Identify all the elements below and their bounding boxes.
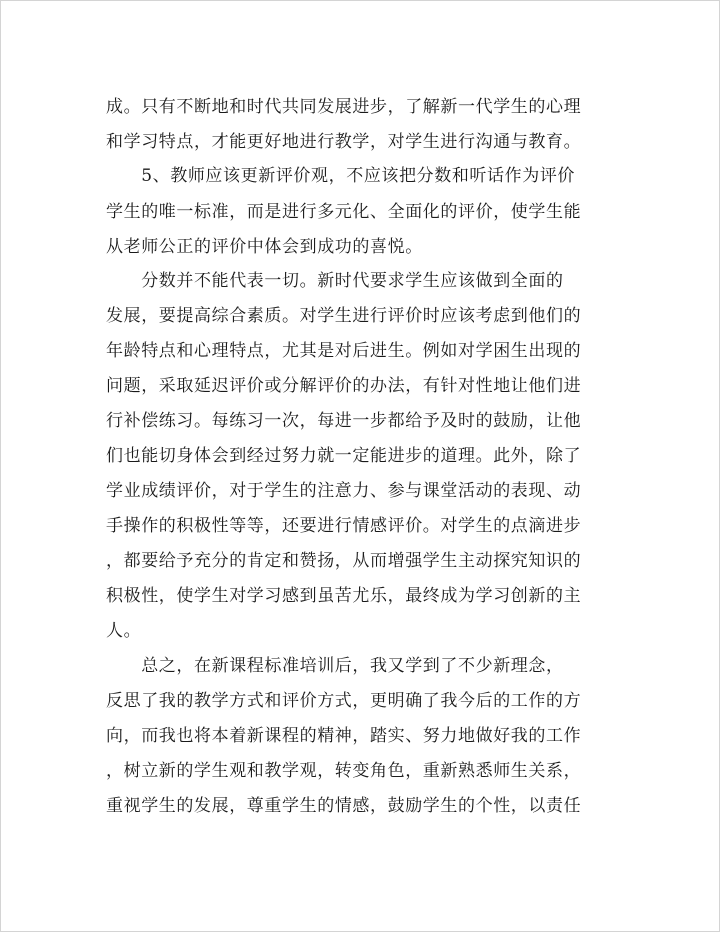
text-line: 行补偿练习。每练习一次，每进一步都给予及时的鼓励，让他 bbox=[106, 411, 582, 431]
text-line: 5、教师应该更新评价观，不应该把分数和听话作为评价 bbox=[106, 166, 576, 186]
text-line: 学业成绩评价，对于学生的注意力、参与课堂活动的表现、动 bbox=[106, 481, 582, 501]
text-line: 总之，在新课程标准培训后，我又学到了不少新理念， bbox=[106, 656, 564, 676]
text-line: 反思了我的教学方式和评价方式，更明确了我今后的工作的方 bbox=[106, 691, 582, 711]
text-line: 积极性，使学生对学习感到虽苦尤乐，最终成为学习创新的主 bbox=[106, 586, 582, 606]
text-line: 和学习特点，才能更好地进行教学，对学生进行沟通与教育。 bbox=[106, 132, 582, 152]
text-line: 发展，要提高综合素质。对学生进行评价时应该考虑到他们的 bbox=[106, 306, 582, 326]
text-line: 们也能切身体会到经过努力就一定能进步的道理。此外，除了 bbox=[106, 446, 582, 466]
text-line: ，树立新的学生观和教学观，转变角色，重新熟悉师生关系， bbox=[106, 761, 582, 781]
text-line: 学生的唯一标准，而是进行多元化、全面化的评价，使学生能 bbox=[106, 202, 582, 222]
text-line: 手操作的积极性等等，还要进行情感评价。对学生的点滴进步 bbox=[106, 516, 582, 536]
text-line: 向，而我也将本着新课程的精神，踏实、努力地做好我的工作 bbox=[106, 726, 582, 746]
text-line: 分数并不能代表一切。新时代要求学生应该做到全面的 bbox=[106, 271, 564, 291]
text-line: 重视学生的发展，尊重学生的情感，鼓励学生的个性，以责任 bbox=[106, 796, 582, 816]
text-line: 年龄特点和心理特点，尤其是对后进生。例如对学困生出现的 bbox=[106, 341, 582, 361]
text-line: 成。只有不断地和时代共同发展进步，了解新一代学生的心理 bbox=[106, 97, 582, 117]
text-line: ，都要给予充分的肯定和赞扬，从而增强学生主动探究知识的 bbox=[106, 551, 582, 571]
text-line: 人。 bbox=[106, 621, 142, 641]
text-line: 问题，采取延迟评价或分解评价的办法，有针对性地让他们进 bbox=[106, 376, 582, 396]
text-line: 从老师公正的评价中体会到成功的喜悦。 bbox=[106, 237, 423, 257]
